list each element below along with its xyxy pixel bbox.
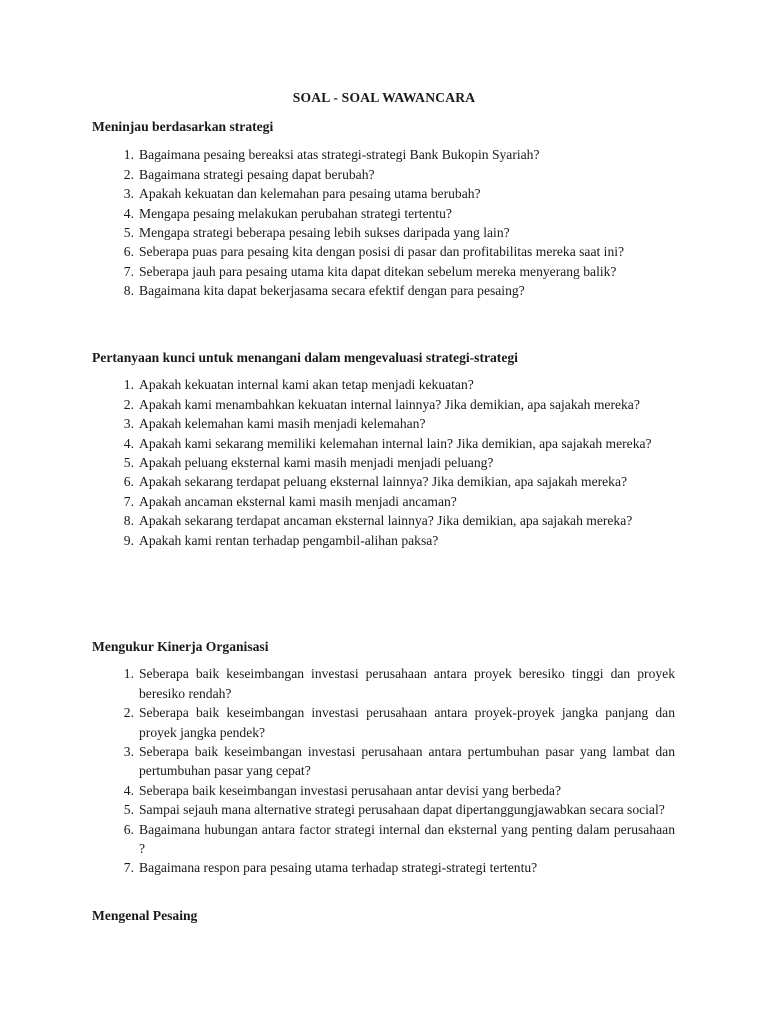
list-item [92,453,675,472]
item-number: 8. [123,283,134,299]
item-number: 6. [123,821,134,837]
item-text: Seberapa baik keseimbangan investasi perusahaan antara pertumbuhan pasar yang lambat dan pertumbuhan pasar yang cepat? [139,744,675,779]
item-text: Apakah kami menambahkan kekuatan internal lainnya? Jika demikian, apa sajakah mereka? [139,396,640,412]
section-meninjau-strategi [92,117,675,301]
item-number: 6. [123,244,134,260]
list-item [92,414,675,433]
item-text: Seberapa baik keseimbangan investasi perusahaan antara proyek beresiko tinggi dan proyek beresiko rendah? [139,666,675,701]
item-number: 2. [123,705,134,721]
list-item [92,204,675,223]
item-number: 7. [123,493,134,509]
item-number: 2. [123,396,134,412]
item-number: 8. [123,513,134,529]
item-text: Bagaimana strategi pesaing dapat berubah? [139,166,375,182]
list-item [92,375,675,394]
item-number: 1. [123,666,134,682]
item-text: Bagaimana hubungan antara factor strategi internal dan eksternal yang penting dalam perusahaan ? [139,821,675,857]
item-number: 7. [123,860,134,876]
document-title: SOAL - SOAL WAWANCARA [292,90,476,105]
item-text: Seberapa jauh para pesaing utama kita dapat ditekan sebelum mereka menyerang balik? [139,263,617,279]
section-pertanyaan-kunci [92,348,675,550]
item-text: Apakah sekarang terdapat ancaman eksternal lainnya? Jika demikian, apa sajakah mereka? [139,513,633,529]
list-item [92,531,675,550]
item-number: 4. [123,782,134,798]
list-item [92,800,675,819]
item-number: 2. [123,166,134,182]
item-number: 5. [123,455,134,471]
list-item [92,781,675,800]
item-text: Apakah kekuatan internal kami akan tetap menjadi kekuatan? [139,377,474,393]
item-number: 7. [123,263,134,279]
section-heading: Meninjau berdasarkan strategi [92,119,274,134]
question-list [92,145,675,300]
section-mengukur-kinerja [92,637,675,878]
item-text: Apakah kami sekarang memiliki kelemahan internal lain? Jika demikian, apa sajakah mereka? [139,435,652,451]
section-heading: Mengukur Kinerja Organisasi [92,639,269,654]
item-number: 4. [123,435,134,451]
item-text: Mengapa strategi beberapa pesaing lebih sukses daripada yang lain? [139,225,510,241]
list-item [92,165,675,184]
list-item [92,262,675,281]
list-item [92,472,675,491]
question-list [92,664,675,877]
item-number: 3. [123,186,134,202]
list-item [92,511,675,530]
item-number: 9. [123,532,134,548]
list-item [92,281,675,300]
section-heading: Pertanyaan kunci untuk menangani dalam mengevaluasi strategi-strategi [92,350,518,365]
item-number: 6. [123,474,134,490]
item-text: Sampai sejauh mana alternative strategi perusahaan dapat dipertanggungjawabkan secara social? [139,802,665,818]
item-text: Seberapa baik keseimbangan investasi perusahaan antara proyek-proyek jangka panjang dan proyek jangka pendek? [139,705,675,740]
list-item [92,742,675,781]
item-text: Apakah kekuatan dan kelemahan para pesaing utama berubah? [139,186,481,202]
item-text: Seberapa baik keseimbangan investasi perusahaan antar devisi yang berbeda? [139,782,561,798]
item-text: Apakah peluang eksternal kami masih menjadi menjadi peluang? [139,455,494,471]
list-item [92,703,675,742]
list-item [92,145,675,164]
item-text: Apakah ancaman eksternal kami masih menjadi ancaman? [139,493,457,509]
list-item [92,820,675,859]
list-item [92,492,675,511]
list-item [92,664,675,703]
item-number: 4. [123,205,134,221]
item-number: 3. [123,416,134,432]
item-text: Apakah kami rentan terhadap pengambil-alihan paksa? [139,532,439,548]
item-number: 1. [123,377,134,393]
list-item [92,434,675,453]
item-number: 5. [123,802,134,818]
section-mengenal-pesaing [92,906,675,925]
item-text: Bagaimana respon para pesaing utama terhadap strategi-strategi tertentu? [139,860,538,876]
item-text: Apakah kelemahan kami masih menjadi kelemahan? [139,416,426,432]
question-list [92,375,675,550]
item-number: 5. [123,225,134,241]
item-text: Apakah sekarang terdapat peluang eksternal lainnya? Jika demikian, apa sajakah mereka? [139,474,628,490]
item-text: Mengapa pesaing melakukan perubahan strategi tertentu? [139,205,452,221]
list-item [92,184,675,203]
list-item [92,242,675,261]
item-number: 1. [123,147,134,163]
item-text: Bagaimana pesaing bereaksi atas strategi-strategi Bank Bukopin Syariah? [139,147,540,163]
section-heading: Mengenal Pesaing [92,908,198,923]
item-text: Bagaimana kita dapat bekerjasama secara efektif dengan para pesaing? [139,283,525,299]
list-item [92,858,675,877]
item-text: Seberapa puas para pesaing kita dengan posisi di pasar dan profitabilitas mereka saat ini? [139,244,625,260]
list-item [92,395,675,414]
item-number: 3. [123,744,134,760]
list-item [92,223,675,242]
